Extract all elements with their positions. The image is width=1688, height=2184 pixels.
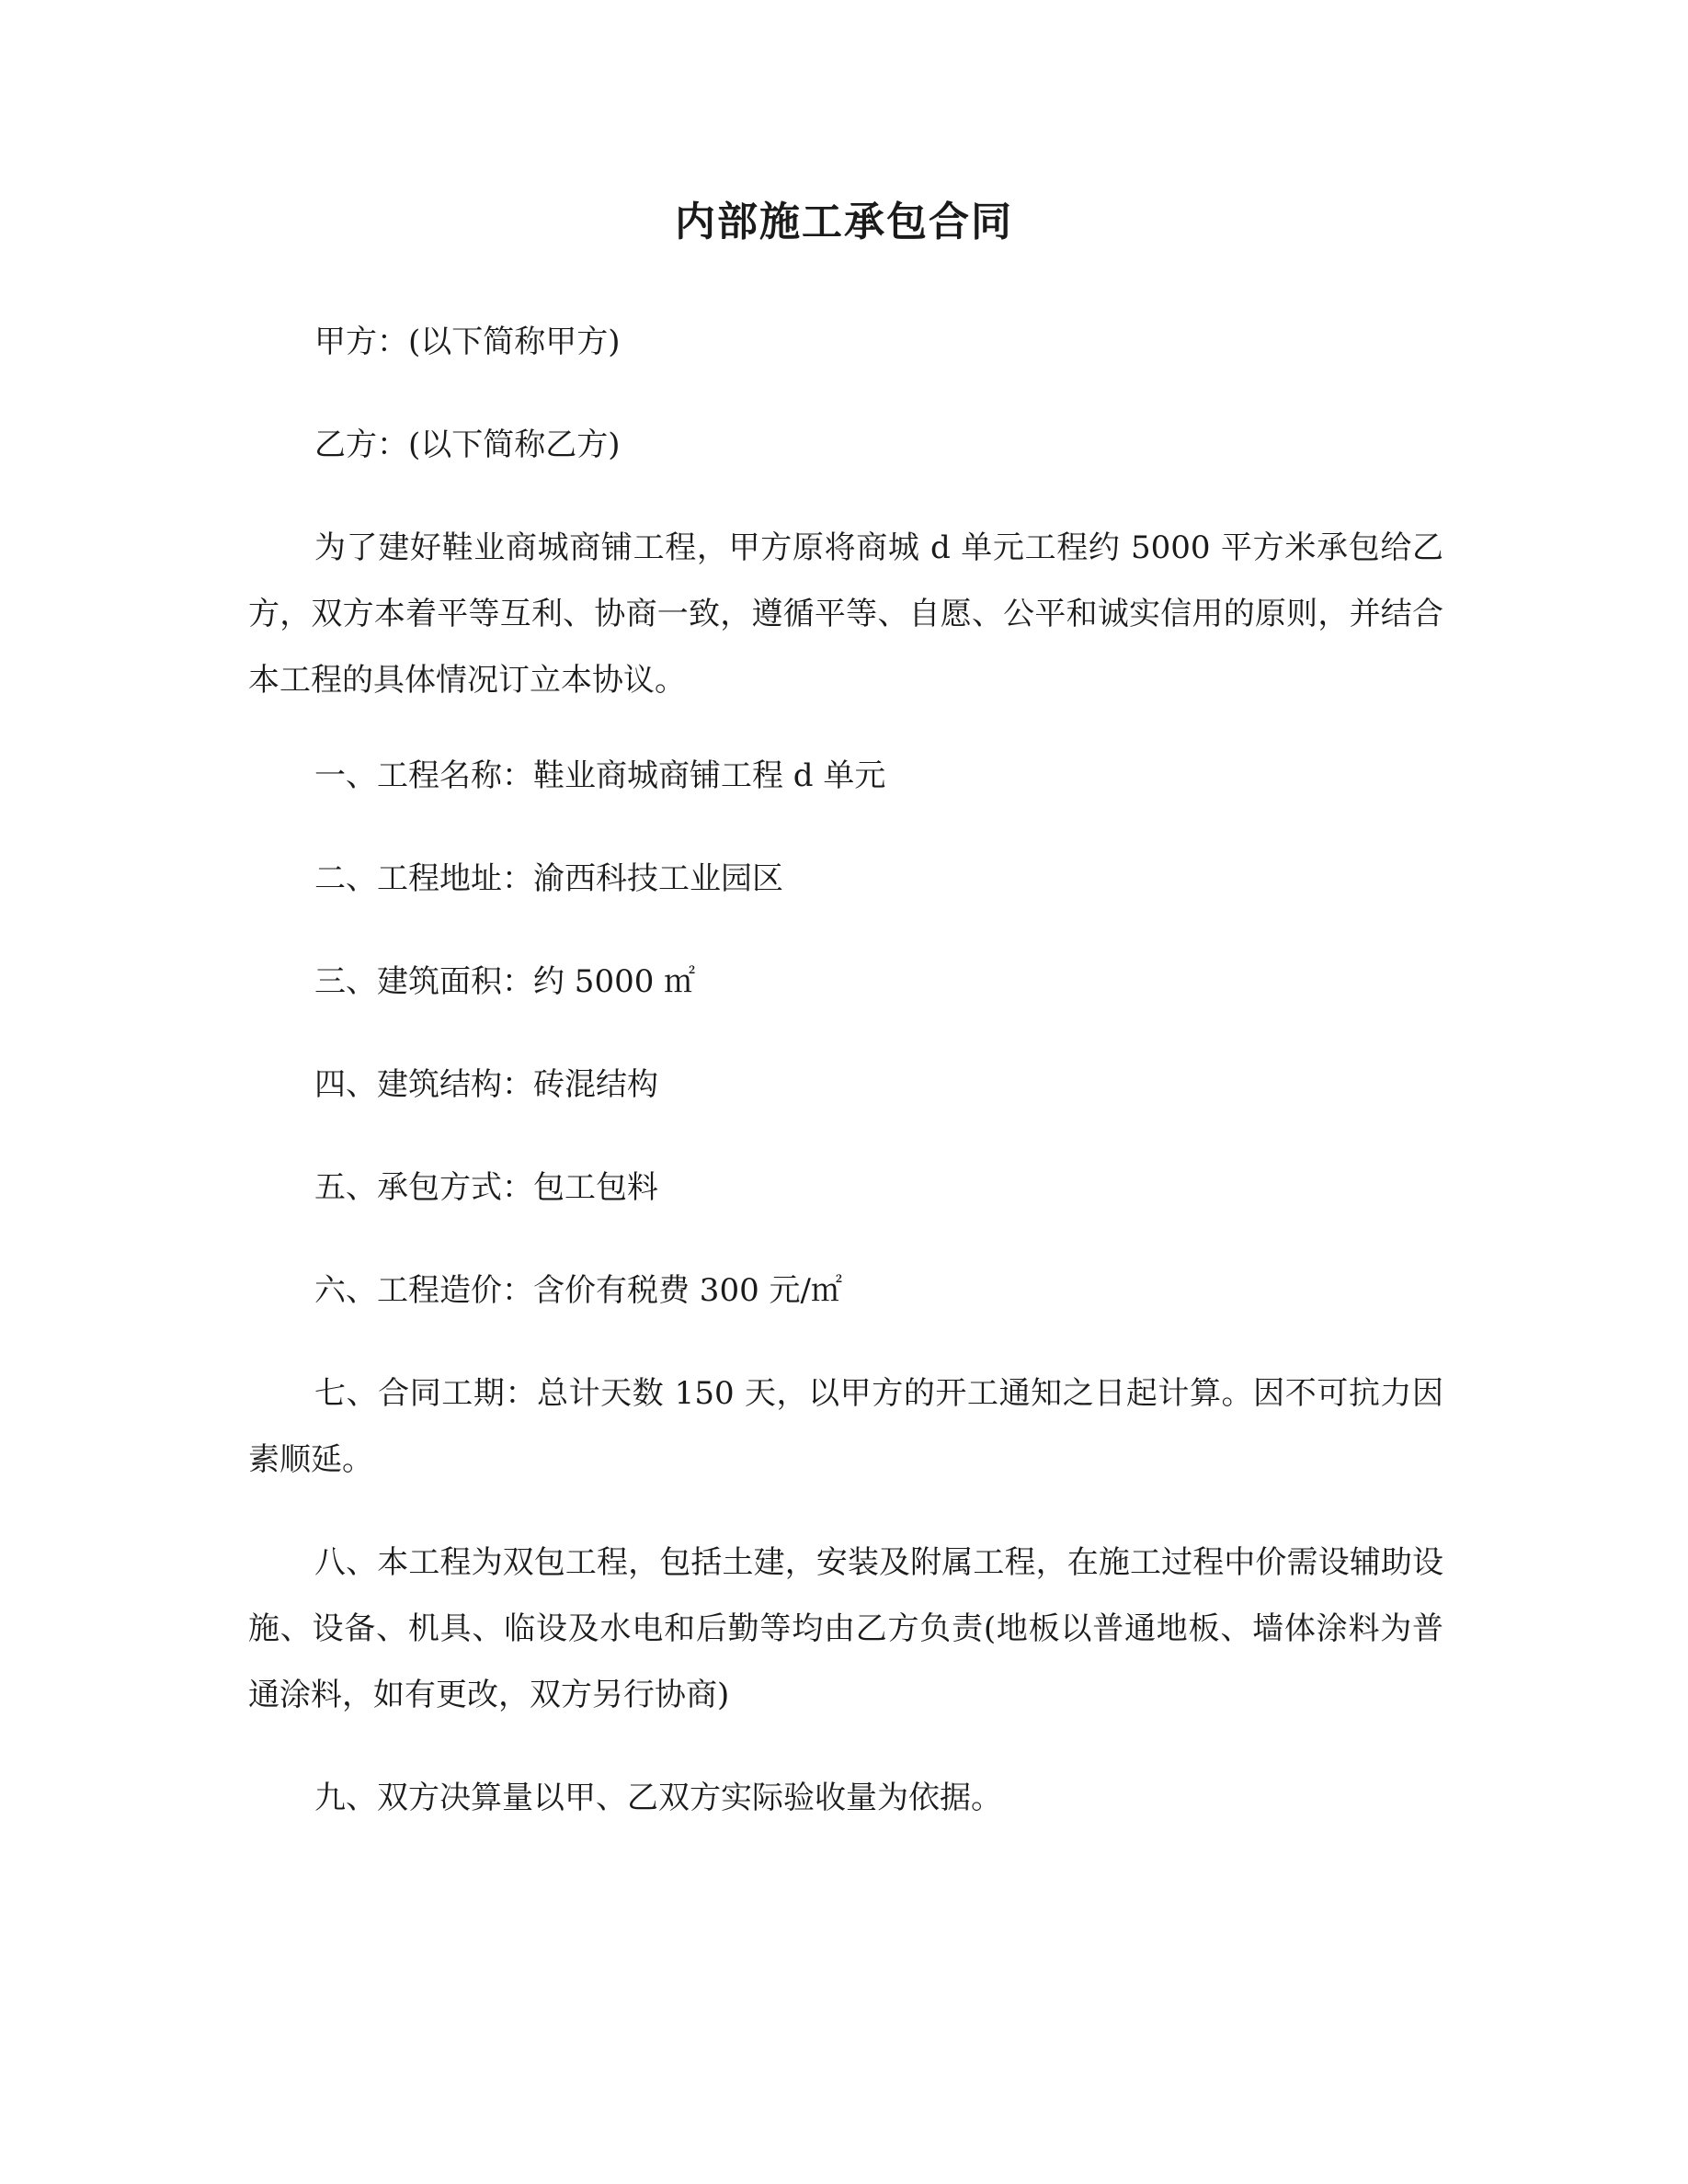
- clause-building-area: 三、建筑面积：约 5000 ㎡: [314, 963, 696, 1000]
- party-a-line: 甲方：(以下简称甲方): [314, 324, 621, 360]
- preamble-paragraph: 为了建好鞋业商城商铺工程，甲方原将商城 d 单元工程约 5000 平方米承包给乙方，双方本着平等互利、协商一致，遵循平等、自愿、公平和诚实信用的原则，并结合本工程的具体情况订立本协议。: [248, 529, 1443, 699]
- clause-building-structure: 四、建筑结构：砖混结构: [314, 1066, 658, 1103]
- clause-project-address: 二、工程地址：渝西科技工业园区: [314, 860, 783, 897]
- clause-project-cost: 六、工程造价：含价有税费 300 元/㎡: [314, 1272, 842, 1309]
- clause-contract-method: 五、承包方式：包工包料: [314, 1169, 658, 1206]
- clause-contract-period: 七、合同工期：总计天数 150 天，以甲方的开工通知之日起计算。因不可抗力因素顺延。: [248, 1375, 1443, 1478]
- clause-scope-of-work: 八、本工程为双包工程，包括土建，安装及附属工程，在施工过程中价需设辅助设施、设备、机具、临设及水电和后勤等均由乙方负责(地板以普通地板、墙体涂料为普通涂料，如有更改，双方另行协商): [248, 1544, 1443, 1713]
- document-title: 内部施工承包合同: [675, 199, 1013, 245]
- clause-project-name: 一、工程名称：鞋业商城商铺工程 d 单元: [314, 757, 886, 794]
- clause-settlement-basis: 九、双方决算量以甲、乙双方实际验收量为依据。: [314, 1780, 1002, 1816]
- party-b-line: 乙方：(以下简称乙方): [314, 427, 621, 463]
